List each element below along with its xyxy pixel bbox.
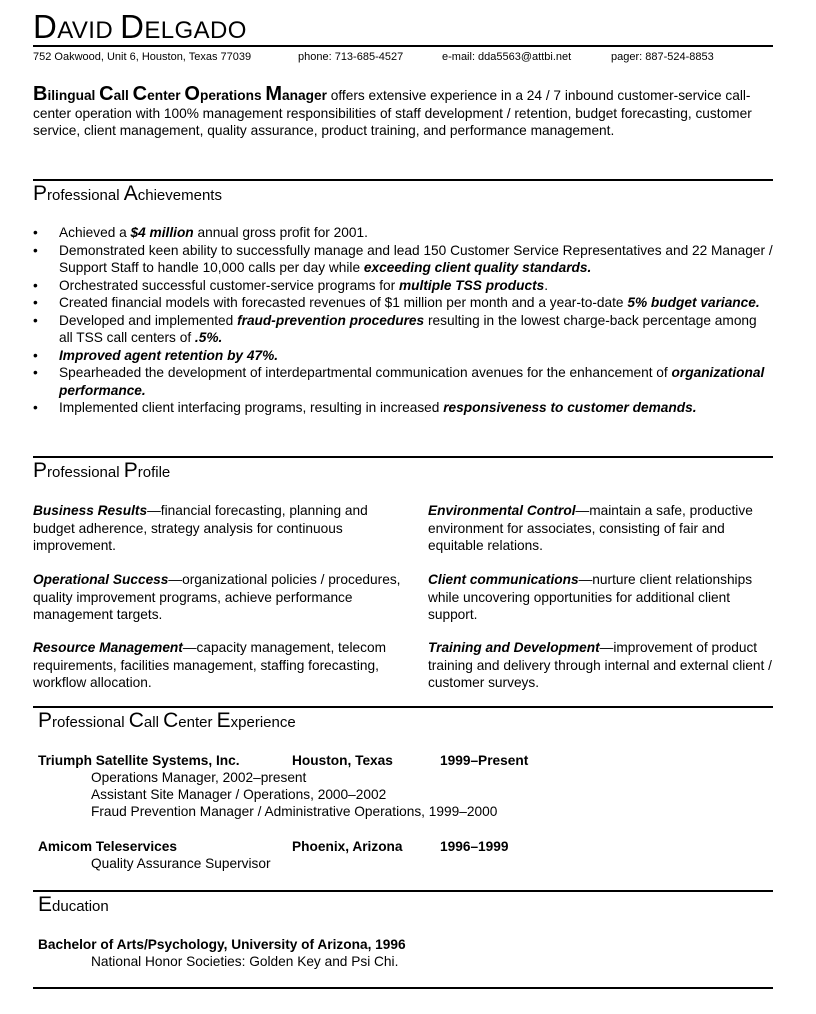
section-rule: [33, 179, 773, 181]
list-item: • Created financial models with forecasted revenues of $1 million per month and a year-to-date 5% budget variance.: [33, 295, 760, 310]
list-item: • Improved agent retention by 47%.: [33, 347, 279, 363]
education-degree: Bachelor of Arts/Psychology, University of Arizona, 1996: [38, 937, 406, 952]
list-item: • Developed and implemented fraud-prevention procedures resulting in the lowest charge-back percentage among all TSS call centers of .5%.: [33, 312, 757, 345]
name-initial: D: [120, 8, 145, 45]
section-title-education: Education: [38, 893, 109, 916]
profile-item-resource-management: Resource Management—capacity management, telecom requirements, facilities management, staffing forecasting, workflow allocation.: [33, 640, 386, 690]
achievements-list: [33, 224, 773, 417]
job-role: Assistant Site Manager / Operations, 2000–2002: [91, 787, 387, 802]
contact-phone: phone: 713-685-4527: [298, 51, 404, 63]
list-item: • Demonstrated keen ability to successfully manage and lead 150 Customer Service Representatives and 22 Manager / Support Staff to handle 10,000 calls per day while exceeding client quality standards.: [33, 242, 773, 275]
job-company: Triumph Satellite Systems, Inc.: [38, 753, 240, 768]
contact-address: 752 Oakwood, Unit 6, Houston, Texas 77039: [33, 51, 252, 63]
job-role: Quality Assurance Supervisor: [91, 856, 271, 871]
profile-item-operational-success: Operational Success—organizational policies / procedures, quality improvement programs, achieve performance management targets.: [33, 572, 401, 622]
name-initial: D: [33, 8, 58, 45]
section-rule: [33, 456, 773, 458]
name-part: AVID: [57, 17, 114, 44]
list-item: • Implemented client interfacing programs, resulting in increased responsiveness to customer demands.: [33, 400, 697, 415]
profile-item-training-development: Training and Development—improvement of product training and delivery through internal and external client / customer surveys.: [428, 640, 772, 690]
summary-paragraph: Bilingual Call Center Operations Manager offers extensive experience in a 24 / 7 inbound customer-service call-center operation with 100% management responsibilities of staff development / retention, budget forecasting, customer service, client management, quality assurance, product training, and performance management.: [33, 83, 752, 138]
job-company: Amicom Teleservices: [38, 839, 177, 854]
section-rule: [33, 890, 773, 892]
profile-item-business-results: Business Results—financial forecasting, planning and budget adherence, strategy analysis for continuous improvement.: [33, 503, 368, 553]
footer-rule: [33, 987, 773, 989]
contact-email: e-mail: dda5563@attbi.net: [442, 51, 572, 63]
education-honors: National Honor Societies: Golden Key and Psi Chi.: [91, 954, 399, 969]
job-role: Operations Manager, 2002–present: [91, 770, 307, 785]
list-item: • Achieved a $4 million annual gross profit for 2001.: [33, 225, 368, 240]
profile-item-client-communications: Client communications—nurture client relationships while uncovering opportunities for additional client support.: [428, 572, 753, 622]
section-title-achievements: Professional Achievements: [33, 182, 222, 205]
section-rule: [33, 706, 773, 708]
summary-body: offers extensive experience in a 24 / 7 inbound customer-service call-center operation with 100% management responsibilities of staff development / retention, budget forecasting, customer service, client management, quality assurance, product training, and performance management.: [33, 88, 752, 138]
candidate-name: [33, 10, 247, 48]
section-title-profile: Professional Profile: [33, 459, 171, 482]
profile-item-environmental-control: Environmental Control—maintain a safe, productive environment for associates, consisting of fair and equitable relations.: [428, 503, 753, 553]
contact-pager: pager: 887-524-8853: [611, 51, 714, 63]
job-dates: 1996–1999: [440, 839, 509, 854]
header-rule: [33, 45, 773, 47]
name-part: ELGADO: [144, 17, 247, 44]
job-location: Phoenix, Arizona: [292, 839, 403, 854]
list-item: • Spearheaded the development of interdepartmental communication avenues for the enhancement of organizational performance.: [33, 365, 765, 398]
job-location: Houston, Texas: [292, 753, 393, 768]
job-role: Fraud Prevention Manager / Administrative Operations, 1999–2000: [91, 804, 498, 819]
job-dates: 1999–Present: [440, 753, 529, 768]
list-item: • Orchestrated successful customer-service programs for multiple TSS products.: [33, 277, 549, 293]
section-title-experience: Professional Call Center Experience: [38, 709, 296, 732]
